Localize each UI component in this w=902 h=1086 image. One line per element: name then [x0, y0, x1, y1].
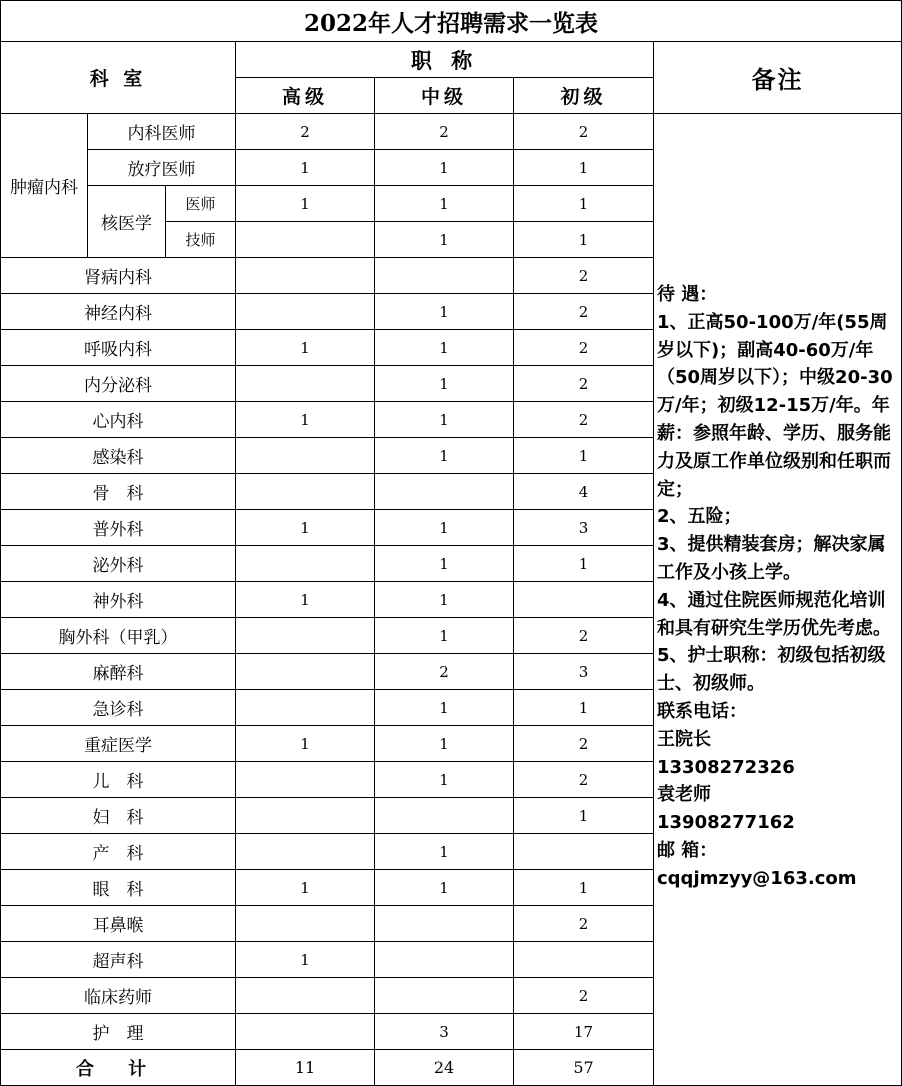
count-senior: 1 [236, 870, 375, 906]
count-intermediate: 1 [375, 618, 514, 654]
count-junior: 4 [514, 474, 654, 510]
count-junior: 1 [514, 690, 654, 726]
count-junior: 17 [514, 1014, 654, 1050]
count-intermediate: 1 [375, 330, 514, 366]
count-junior: 2 [514, 978, 654, 1014]
count-junior: 1 [514, 798, 654, 834]
count-intermediate: 1 [375, 690, 514, 726]
count-intermediate: 1 [375, 366, 514, 402]
count-senior: 1 [236, 510, 375, 546]
radiotherapy-junior: 1 [514, 150, 654, 186]
count-junior: 1 [514, 438, 654, 474]
count-intermediate: 2 [375, 654, 514, 690]
nuclear-physician-senior: 1 [236, 186, 375, 222]
count-senior [236, 366, 375, 402]
count-intermediate: 1 [375, 726, 514, 762]
internal-physician-senior: 2 [236, 114, 375, 150]
level-header-intermediate: 中级 [375, 78, 514, 114]
count-senior [236, 978, 375, 1014]
department-name: 重症医学 [0, 726, 236, 762]
count-intermediate [375, 906, 514, 942]
count-senior [236, 546, 375, 582]
count-intermediate [375, 474, 514, 510]
department-name: 骨 科 [0, 474, 236, 510]
level-header-junior: 初级 [514, 78, 654, 114]
count-junior [514, 582, 654, 618]
count-junior: 2 [514, 762, 654, 798]
count-junior: 2 [514, 366, 654, 402]
department-name: 普外科 [0, 510, 236, 546]
nuclear-technician-junior: 1 [514, 222, 654, 258]
count-intermediate: 3 [375, 1014, 514, 1050]
nuclear-technician-intermediate: 1 [375, 222, 514, 258]
nuclear-physician-junior: 1 [514, 186, 654, 222]
count-intermediate [375, 258, 514, 294]
count-senior: 1 [236, 402, 375, 438]
nuclear-technician-senior [236, 222, 375, 258]
notes-text: 待 遇： 1、正高50-100万/年(55周岁以下)；副高40-60万/年（50周岁以下）；中级20-30万/年；初级12-15万/年。年薪：参照年龄、学历、服务能力及原工作单位级别和任职而定； 2、五险； 3、提供精装套房；解决家属工作及小孩上学。 4、通过住院医师规范化培训和具有研究生学历优先考虑。 5、护士职称：初级包括初级士、初级师。 联系电话： 王院长 13308272326 袁老师 13908277162 邮 箱： cqqjmzyy@163.com [657, 284, 893, 889]
count-intermediate [375, 942, 514, 978]
total-intermediate: 24 [375, 1050, 514, 1086]
count-intermediate: 1 [375, 510, 514, 546]
department-name: 神外科 [0, 582, 236, 618]
internal-physician-intermediate: 2 [375, 114, 514, 150]
count-junior: 2 [514, 726, 654, 762]
department-name: 胸外科（甲乳） [0, 618, 236, 654]
department-name: 护 理 [0, 1014, 236, 1050]
department-name: 产 科 [0, 834, 236, 870]
count-senior [236, 618, 375, 654]
count-senior [236, 762, 375, 798]
count-intermediate: 1 [375, 438, 514, 474]
count-junior: 2 [514, 402, 654, 438]
count-senior [236, 438, 375, 474]
count-junior: 1 [514, 870, 654, 906]
count-senior [236, 474, 375, 510]
level-header-senior: 高级 [236, 78, 375, 114]
nuclear-physician-intermediate: 1 [375, 186, 514, 222]
internal-physician-label: 内科医师 [88, 114, 236, 150]
count-senior [236, 258, 375, 294]
count-intermediate: 1 [375, 834, 514, 870]
department-name: 呼吸内科 [0, 330, 236, 366]
count-senior [236, 294, 375, 330]
count-junior: 3 [514, 510, 654, 546]
department-name: 泌外科 [0, 546, 236, 582]
count-senior [236, 906, 375, 942]
department-name: 耳鼻喉 [0, 906, 236, 942]
department-name: 妇 科 [0, 798, 236, 834]
total-senior: 11 [236, 1050, 375, 1086]
department-name: 神经内科 [0, 294, 236, 330]
count-junior: 2 [514, 906, 654, 942]
nuclear-technician-label: 技师 [166, 222, 236, 258]
radiotherapy-senior: 1 [236, 150, 375, 186]
total-label: 合 计 [0, 1050, 236, 1086]
total-junior: 57 [514, 1050, 654, 1086]
count-junior: 2 [514, 258, 654, 294]
department-name: 超声科 [0, 942, 236, 978]
count-intermediate: 1 [375, 402, 514, 438]
count-senior [236, 798, 375, 834]
count-senior: 1 [236, 582, 375, 618]
count-intermediate: 1 [375, 294, 514, 330]
count-junior: 2 [514, 330, 654, 366]
count-senior [236, 654, 375, 690]
job-title-header: 职 称 [236, 42, 654, 78]
department-name: 感染科 [0, 438, 236, 474]
internal-physician-junior: 2 [514, 114, 654, 150]
department-name: 眼 科 [0, 870, 236, 906]
count-senior: 1 [236, 330, 375, 366]
count-senior [236, 834, 375, 870]
department-header: 科 室 [0, 42, 236, 114]
table-title: 2022年人才招聘需求一览表 [0, 0, 902, 42]
count-intermediate: 1 [375, 582, 514, 618]
count-senior: 1 [236, 726, 375, 762]
notes-header: 备注 [654, 42, 902, 114]
count-junior [514, 834, 654, 870]
nuclear-medicine-label: 核医学 [88, 186, 166, 258]
department-name: 肾病内科 [0, 258, 236, 294]
count-junior: 1 [514, 546, 654, 582]
count-senior: 1 [236, 942, 375, 978]
count-junior: 3 [514, 654, 654, 690]
count-intermediate: 1 [375, 546, 514, 582]
department-name: 儿 科 [0, 762, 236, 798]
nuclear-physician-label: 医师 [166, 186, 236, 222]
count-senior [236, 690, 375, 726]
department-name: 临床药师 [0, 978, 236, 1014]
radiotherapy-physician-label: 放疗医师 [88, 150, 236, 186]
department-name: 心内科 [0, 402, 236, 438]
department-name: 麻醉科 [0, 654, 236, 690]
count-senior [236, 1014, 375, 1050]
count-intermediate [375, 978, 514, 1014]
radiotherapy-intermediate: 1 [375, 150, 514, 186]
department-name: 急诊科 [0, 690, 236, 726]
count-intermediate: 1 [375, 870, 514, 906]
count-junior [514, 942, 654, 978]
oncology-label: 肿瘤内科 [0, 114, 88, 258]
count-intermediate [375, 798, 514, 834]
count-junior: 2 [514, 294, 654, 330]
count-junior: 2 [514, 618, 654, 654]
count-intermediate: 1 [375, 762, 514, 798]
department-name: 内分泌科 [0, 366, 236, 402]
